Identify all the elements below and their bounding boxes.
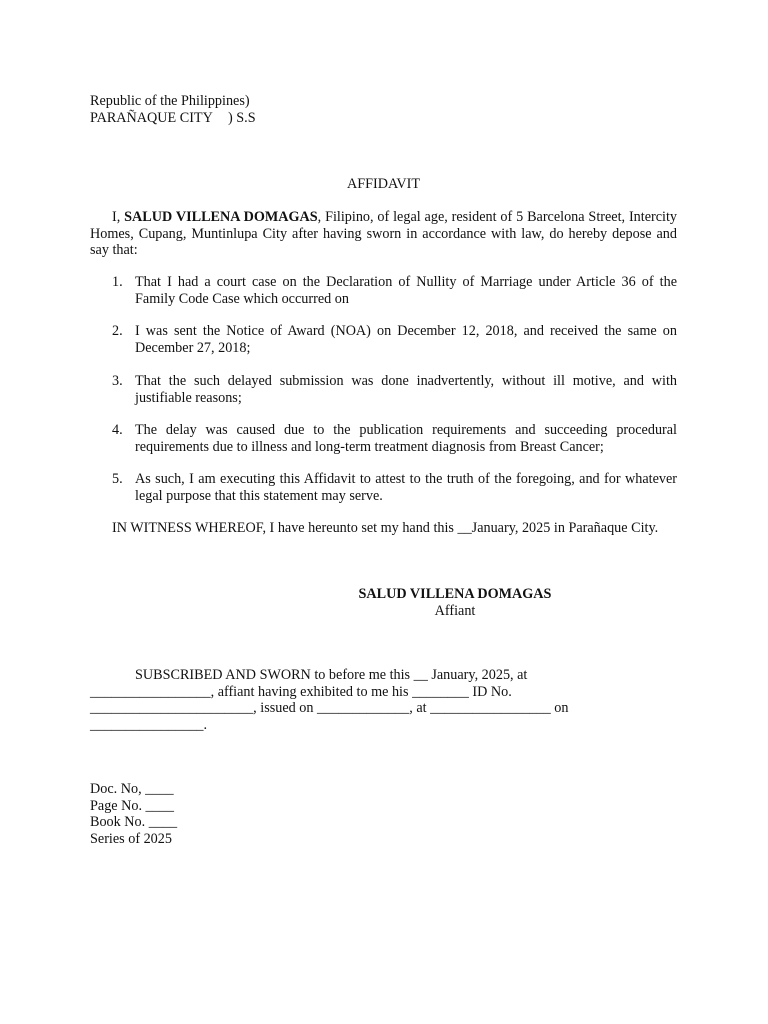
signature-block [300, 586, 610, 619]
venue-ss: ) S.S [228, 109, 256, 126]
page-number: Page No. ____ [90, 797, 174, 814]
intro-prefix: I, [112, 209, 125, 225]
affiant-name-inline: SALUD VILLENA DOMAGAS [124, 209, 318, 225]
signatory-name: SALUD VILLENA DOMAGAS [358, 586, 552, 602]
list-item [90, 373, 677, 406]
item-number: 1. [112, 274, 123, 290]
jurat-paragraph: SUBSCRIBED AND SWORN to before me this __ January, 2025, at _________________, affiant having exhibited to me his ________ ID No. _______________________, issued on _____________, at _________________ on ________________. [90, 667, 569, 733]
list-item [90, 471, 677, 504]
venue-city-line [90, 110, 677, 127]
series-year: Series of 2025 [90, 830, 172, 847]
item-number: 3. [112, 373, 123, 389]
item-text: I was sent the Notice of Award (NOA) on December 12, 2018, and received the same on December 27, 2018; [135, 323, 677, 356]
item-number: 4. [112, 422, 123, 438]
witness-clause: IN WITNESS WHEREOF, I have hereunto set my hand this __January, 2025 in Parañaque City. [112, 520, 659, 536]
item-text: The delay was caused due to the publication requirements and succeeding procedural requirements due to illness and long-term treatment diagnosis from Breast Cancer; [135, 422, 677, 455]
list-item [90, 323, 677, 356]
item-text: That the such delayed submission was done inadvertently, without ill motive, and with justifiable reasons; [135, 373, 677, 406]
intro-paragraph [90, 209, 677, 259]
list-item [90, 422, 677, 455]
notarial-register [90, 781, 677, 847]
list-item [90, 274, 677, 307]
document-title: AFFIDAVIT [346, 176, 421, 192]
item-text: As such, I am executing this Affidavit to attest to the truth of the foregoing, and for whatever legal purpose that this statement may serve. [135, 471, 677, 504]
doc-number: Doc. No, ____ [90, 781, 174, 797]
intro-rest: , Filipino, of legal age, resident of 5 Barcelona Street, Intercity Homes, Cupang, Muntinlupa City after having sworn in accordance with law, do hereby depose and say that: [90, 209, 677, 258]
item-text: That I had a court case on the Declaration of Nullity of Marriage under Article 36 of the Family Code Case which occurred on [135, 274, 677, 307]
signatory-role: Affiant [434, 602, 476, 619]
book-number: Book No. ____ [90, 814, 178, 830]
venue-country: Republic of the Philippines) [90, 93, 250, 109]
venue-city: PARAÑAQUE CITY [90, 109, 213, 126]
venue-header [90, 93, 677, 126]
item-number: 5. [112, 471, 123, 487]
item-number: 2. [112, 323, 123, 339]
